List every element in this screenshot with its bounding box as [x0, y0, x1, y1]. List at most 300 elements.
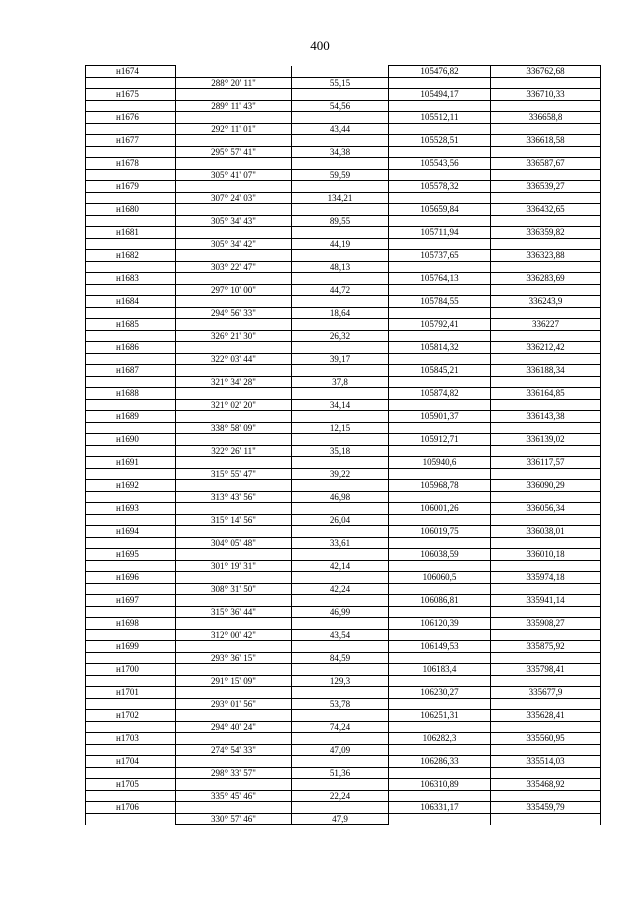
point-y: 335468,92 [491, 779, 601, 791]
empty-cell [86, 721, 176, 733]
segment-distance: 47,09 [292, 744, 389, 756]
point-row [86, 733, 601, 745]
empty-cell [176, 296, 292, 308]
point-x: 105578,32 [389, 181, 491, 193]
segment-angle: 305° 41' 07" [176, 169, 292, 181]
empty-cell [86, 215, 176, 227]
empty-cell [389, 652, 491, 664]
empty-cell [176, 411, 292, 423]
empty-cell [491, 790, 601, 802]
point-x: 105494,17 [389, 89, 491, 101]
point-id: н1684 [86, 296, 176, 308]
empty-cell [292, 66, 389, 78]
empty-cell [176, 687, 292, 699]
empty-cell [86, 514, 176, 526]
segment-row [86, 399, 601, 411]
empty-cell [389, 261, 491, 273]
segment-distance: 46,99 [292, 606, 389, 618]
point-y: 336143,38 [491, 411, 601, 423]
empty-cell [292, 480, 389, 492]
empty-cell [491, 606, 601, 618]
point-id: н1693 [86, 503, 176, 515]
point-row [86, 572, 601, 584]
empty-cell [86, 445, 176, 457]
point-x: 105940,6 [389, 457, 491, 469]
point-id: н1680 [86, 204, 176, 216]
point-y: 336212,42 [491, 342, 601, 354]
segment-row [86, 445, 601, 457]
empty-cell [491, 376, 601, 388]
point-y: 336090,29 [491, 480, 601, 492]
empty-cell [389, 468, 491, 480]
point-id: н1695 [86, 549, 176, 561]
segment-angle: 315° 14' 56" [176, 514, 292, 526]
empty-cell [176, 227, 292, 239]
empty-cell [86, 100, 176, 112]
point-row [86, 503, 601, 515]
point-row [86, 526, 601, 538]
empty-cell [176, 802, 292, 814]
point-y: 336539,27 [491, 181, 601, 193]
point-y: 335628,41 [491, 710, 601, 722]
coordinates-table [85, 65, 601, 825]
point-y: 336762,68 [491, 66, 601, 78]
segment-distance: 43,44 [292, 123, 389, 135]
segment-row [86, 698, 601, 710]
empty-cell [176, 158, 292, 170]
empty-cell [491, 721, 601, 733]
point-x: 105912,71 [389, 434, 491, 446]
empty-cell [389, 192, 491, 204]
point-row [86, 319, 601, 331]
empty-cell [389, 146, 491, 158]
empty-cell [292, 319, 389, 331]
segment-distance: 12,15 [292, 422, 389, 434]
empty-cell [491, 215, 601, 227]
point-x: 105845,21 [389, 365, 491, 377]
empty-cell [491, 767, 601, 779]
segment-distance: 42,24 [292, 583, 389, 595]
empty-cell [491, 261, 601, 273]
segment-distance: 39,17 [292, 353, 389, 365]
point-id: н1677 [86, 135, 176, 147]
segment-row [86, 744, 601, 756]
point-row [86, 158, 601, 170]
point-y: 335908,27 [491, 618, 601, 630]
point-x: 106286,33 [389, 756, 491, 768]
point-row [86, 641, 601, 653]
point-row [86, 434, 601, 446]
segment-row [86, 123, 601, 135]
empty-cell [292, 641, 389, 653]
point-x: 105659,84 [389, 204, 491, 216]
point-row [86, 112, 601, 124]
empty-cell [491, 192, 601, 204]
empty-cell [389, 767, 491, 779]
empty-cell [491, 123, 601, 135]
segment-row [86, 790, 601, 802]
segment-row [86, 307, 601, 319]
segment-angle: 338° 58' 09" [176, 422, 292, 434]
empty-cell [491, 698, 601, 710]
segment-row [86, 146, 601, 158]
segment-angle: 292° 11' 01" [176, 123, 292, 135]
empty-cell [86, 744, 176, 756]
point-row [86, 480, 601, 492]
segment-row [86, 284, 601, 296]
empty-cell [86, 537, 176, 549]
point-id: н1706 [86, 802, 176, 814]
empty-cell [292, 549, 389, 561]
segment-angle: 307° 24' 03" [176, 192, 292, 204]
point-x: 106251,31 [389, 710, 491, 722]
empty-cell [292, 388, 389, 400]
segment-distance: 51,36 [292, 767, 389, 779]
empty-cell [86, 491, 176, 503]
empty-cell [389, 100, 491, 112]
point-id: н1697 [86, 595, 176, 607]
empty-cell [176, 664, 292, 676]
empty-cell [86, 284, 176, 296]
point-row [86, 779, 601, 791]
segment-row [86, 238, 601, 250]
point-x: 105512,11 [389, 112, 491, 124]
point-x: 105874,82 [389, 388, 491, 400]
segment-distance: 18,64 [292, 307, 389, 319]
point-row [86, 181, 601, 193]
empty-cell [491, 169, 601, 181]
point-y: 336587,67 [491, 158, 601, 170]
empty-cell [176, 572, 292, 584]
point-x: 105737,65 [389, 250, 491, 262]
segment-angle: 321° 02' 20" [176, 399, 292, 411]
empty-cell [292, 779, 389, 791]
segment-angle: 312° 00' 42" [176, 629, 292, 641]
segment-angle: 315° 36' 44" [176, 606, 292, 618]
point-id: н1691 [86, 457, 176, 469]
segment-distance: 59,59 [292, 169, 389, 181]
segment-row [86, 491, 601, 503]
empty-cell [491, 307, 601, 319]
point-y: 336010,18 [491, 549, 601, 561]
point-id: н1678 [86, 158, 176, 170]
segment-row [86, 629, 601, 641]
empty-cell [292, 204, 389, 216]
segment-row [86, 100, 601, 112]
point-row [86, 89, 601, 101]
point-y: 336164,85 [491, 388, 601, 400]
empty-cell [86, 675, 176, 687]
empty-cell [491, 514, 601, 526]
empty-cell [491, 675, 601, 687]
empty-cell [389, 169, 491, 181]
point-x: 106038,59 [389, 549, 491, 561]
segment-distance: 34,38 [292, 146, 389, 158]
point-id: н1688 [86, 388, 176, 400]
empty-cell [389, 675, 491, 687]
segment-angle: 301° 19' 31" [176, 560, 292, 572]
segment-distance: 39,22 [292, 468, 389, 480]
empty-cell [292, 411, 389, 423]
empty-cell [491, 77, 601, 89]
empty-cell [491, 813, 601, 825]
empty-cell [292, 250, 389, 262]
segment-angle: 293° 36' 15" [176, 652, 292, 664]
point-y: 335941,14 [491, 595, 601, 607]
empty-cell [86, 307, 176, 319]
empty-cell [389, 238, 491, 250]
empty-cell [86, 583, 176, 595]
segment-distance: 42,14 [292, 560, 389, 572]
point-row [86, 411, 601, 423]
point-x: 105784,55 [389, 296, 491, 308]
segment-angle: 322° 26' 11" [176, 445, 292, 457]
point-row [86, 66, 601, 78]
segment-distance: 43,54 [292, 629, 389, 641]
empty-cell [176, 641, 292, 653]
segment-distance: 33,61 [292, 537, 389, 549]
empty-cell [292, 158, 389, 170]
empty-cell [491, 238, 601, 250]
segment-angle: 298° 33' 57" [176, 767, 292, 779]
point-row [86, 549, 601, 561]
segment-distance: 47,9 [292, 813, 389, 825]
point-y: 336038,01 [491, 526, 601, 538]
empty-cell [389, 445, 491, 457]
point-row [86, 135, 601, 147]
segment-row [86, 606, 601, 618]
empty-cell [86, 376, 176, 388]
empty-cell [176, 181, 292, 193]
empty-cell [176, 779, 292, 791]
empty-cell [176, 112, 292, 124]
segment-angle: 313° 43' 56" [176, 491, 292, 503]
empty-cell [389, 721, 491, 733]
empty-cell [86, 606, 176, 618]
segment-angle: 308° 31' 50" [176, 583, 292, 595]
empty-cell [389, 698, 491, 710]
segment-angle: 274° 54' 33" [176, 744, 292, 756]
point-x: 105528,51 [389, 135, 491, 147]
empty-cell [176, 319, 292, 331]
empty-cell [491, 353, 601, 365]
empty-cell [86, 652, 176, 664]
segment-angle: 291° 15' 09" [176, 675, 292, 687]
segment-row [86, 514, 601, 526]
empty-cell [86, 123, 176, 135]
empty-cell [491, 491, 601, 503]
empty-cell [86, 813, 176, 825]
segment-distance: 129,3 [292, 675, 389, 687]
empty-cell [389, 537, 491, 549]
segment-angle: 304° 05' 48" [176, 537, 292, 549]
segment-angle: 289° 11' 43" [176, 100, 292, 112]
empty-cell [389, 629, 491, 641]
point-id: н1700 [86, 664, 176, 676]
empty-cell [389, 790, 491, 802]
segment-row [86, 169, 601, 181]
empty-cell [389, 399, 491, 411]
segment-angle: 297° 10' 00" [176, 284, 292, 296]
point-y: 335560,95 [491, 733, 601, 745]
point-x: 105711,94 [389, 227, 491, 239]
segment-distance: 44,19 [292, 238, 389, 250]
empty-cell [292, 503, 389, 515]
empty-cell [176, 89, 292, 101]
point-x: 105901,37 [389, 411, 491, 423]
segment-row [86, 422, 601, 434]
point-y: 335459,79 [491, 802, 601, 814]
coordinates-table-body [86, 66, 601, 825]
empty-cell [389, 307, 491, 319]
empty-cell [292, 526, 389, 538]
empty-cell [491, 284, 601, 296]
empty-cell [292, 181, 389, 193]
point-id: н1698 [86, 618, 176, 630]
point-id: н1687 [86, 365, 176, 377]
segment-row [86, 721, 601, 733]
empty-cell [292, 733, 389, 745]
empty-cell [292, 135, 389, 147]
segment-distance: 34,14 [292, 399, 389, 411]
empty-cell [292, 365, 389, 377]
empty-cell [176, 66, 292, 78]
empty-cell [491, 422, 601, 434]
point-y: 336117,57 [491, 457, 601, 469]
segment-angle: 294° 40' 24" [176, 721, 292, 733]
empty-cell [176, 365, 292, 377]
empty-cell [86, 767, 176, 779]
empty-cell [86, 169, 176, 181]
segment-row [86, 652, 601, 664]
empty-cell [86, 77, 176, 89]
point-id: н1686 [86, 342, 176, 354]
point-x: 105792,41 [389, 319, 491, 331]
point-y: 336188,34 [491, 365, 601, 377]
empty-cell [176, 342, 292, 354]
empty-cell [292, 273, 389, 285]
segment-distance: 37,8 [292, 376, 389, 388]
point-row [86, 204, 601, 216]
empty-cell [389, 813, 491, 825]
empty-cell [292, 618, 389, 630]
empty-cell [86, 468, 176, 480]
empty-cell [389, 583, 491, 595]
empty-cell [491, 399, 601, 411]
point-y: 336359,82 [491, 227, 601, 239]
empty-cell [176, 434, 292, 446]
segment-row [86, 767, 601, 779]
empty-cell [86, 146, 176, 158]
point-id: н1694 [86, 526, 176, 538]
point-row [86, 388, 601, 400]
point-row [86, 802, 601, 814]
point-id: н1701 [86, 687, 176, 699]
point-x: 105543,56 [389, 158, 491, 170]
segment-angle: 335° 45' 46" [176, 790, 292, 802]
point-row [86, 365, 601, 377]
point-x: 106120,39 [389, 618, 491, 630]
point-y: 336227 [491, 319, 601, 331]
empty-cell [292, 112, 389, 124]
segment-distance: 89,55 [292, 215, 389, 227]
point-y: 336618,58 [491, 135, 601, 147]
segment-distance: 54,56 [292, 100, 389, 112]
empty-cell [176, 756, 292, 768]
point-id: н1703 [86, 733, 176, 745]
empty-cell [176, 503, 292, 515]
point-y: 335798,41 [491, 664, 601, 676]
empty-cell [176, 250, 292, 262]
point-id: н1681 [86, 227, 176, 239]
empty-cell [389, 744, 491, 756]
point-id: н1705 [86, 779, 176, 791]
empty-cell [491, 100, 601, 112]
point-y: 336658,8 [491, 112, 601, 124]
empty-cell [389, 123, 491, 135]
point-x: 106001,26 [389, 503, 491, 515]
point-y: 335875,92 [491, 641, 601, 653]
empty-cell [389, 491, 491, 503]
segment-angle: 293° 01' 56" [176, 698, 292, 710]
point-y: 336283,69 [491, 273, 601, 285]
segment-row [86, 376, 601, 388]
empty-cell [86, 790, 176, 802]
empty-cell [86, 399, 176, 411]
empty-cell [292, 227, 389, 239]
segment-distance: 84,59 [292, 652, 389, 664]
segment-distance: 53,78 [292, 698, 389, 710]
segment-angle: 315° 55' 47" [176, 468, 292, 480]
empty-cell [86, 353, 176, 365]
point-y: 335514,03 [491, 756, 601, 768]
segment-distance: 55,15 [292, 77, 389, 89]
point-y: 335974,18 [491, 572, 601, 584]
empty-cell [292, 457, 389, 469]
segment-row [86, 215, 601, 227]
empty-cell [292, 710, 389, 722]
empty-cell [86, 629, 176, 641]
segment-distance: 48,13 [292, 261, 389, 273]
empty-cell [389, 422, 491, 434]
empty-cell [176, 595, 292, 607]
point-id: н1689 [86, 411, 176, 423]
empty-cell [389, 284, 491, 296]
empty-cell [389, 77, 491, 89]
empty-cell [176, 457, 292, 469]
point-x: 106331,17 [389, 802, 491, 814]
point-y: 336432,65 [491, 204, 601, 216]
empty-cell [389, 560, 491, 572]
point-y: 336243,9 [491, 296, 601, 308]
point-x: 106019,75 [389, 526, 491, 538]
segment-row [86, 560, 601, 572]
empty-cell [86, 560, 176, 572]
point-row [86, 664, 601, 676]
empty-cell [292, 802, 389, 814]
empty-cell [86, 422, 176, 434]
point-row [86, 250, 601, 262]
point-row [86, 227, 601, 239]
point-row [86, 687, 601, 699]
segment-distance: 74,24 [292, 721, 389, 733]
point-x: 106282,3 [389, 733, 491, 745]
segment-row [86, 813, 601, 825]
point-x: 106310,89 [389, 779, 491, 791]
empty-cell [176, 733, 292, 745]
point-id: н1683 [86, 273, 176, 285]
empty-cell [292, 756, 389, 768]
